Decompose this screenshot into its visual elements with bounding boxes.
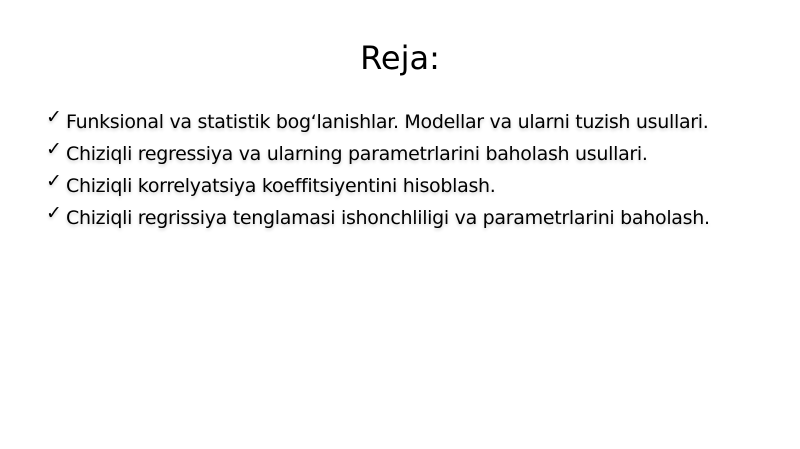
bullet-text: Chiziqli regressiya va ularning parametrlarini baholash usullari.	[66, 143, 648, 165]
list-item	[46, 172, 786, 204]
check-icon: ✓	[46, 202, 62, 224]
list-item	[46, 204, 786, 236]
bullet-text: Chiziqli korrelyatsiya koeffitsiyentini hisoblash.	[66, 175, 496, 197]
check-icon: ✓	[46, 106, 62, 128]
bullet-list	[46, 108, 786, 236]
slide-title: Reja:	[360, 39, 440, 77]
check-icon: ✓	[46, 170, 62, 192]
bullet-text: Chiziqli regrissiya tenglamasi ishonchliligi va parametrlarini baholash.	[66, 207, 710, 229]
list-item	[46, 108, 786, 140]
bullet-text: Funksional va statistik bog‘lanishlar. Modellar va ularni tuzish usullari.	[66, 111, 709, 133]
check-icon: ✓	[46, 138, 62, 160]
list-item	[46, 140, 786, 172]
